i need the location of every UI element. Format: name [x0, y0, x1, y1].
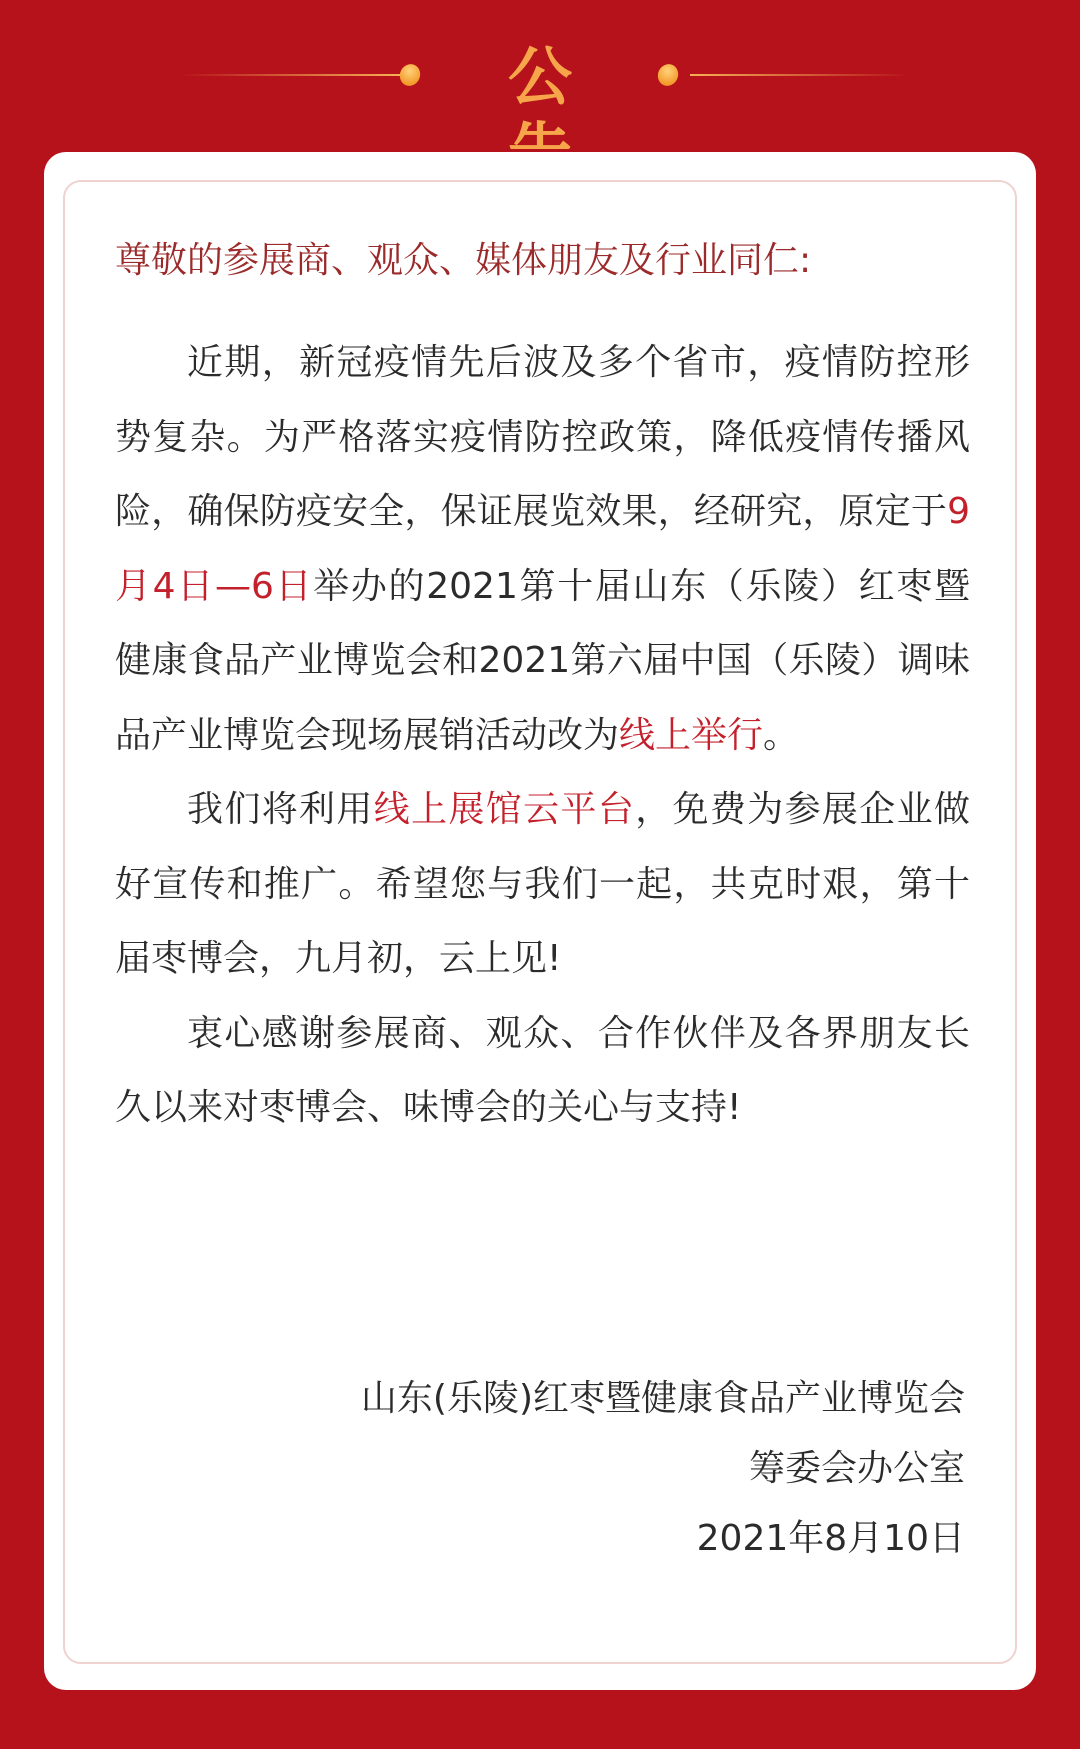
paragraph-2-text-a: 我们将利用: [187, 789, 374, 830]
signature-office: 筹委会办公室: [748, 1448, 965, 1489]
paragraph-1: [115, 326, 970, 773]
paragraph-1-text-b: 举办的2021第十届山东（乐陵）红枣暨健康食品产业博览会和2021第六届中国（乐陵）调味品产业博览会现场展销活动改为: [115, 565, 970, 756]
header-banner: [0, 0, 1080, 150]
signature-organization: 山东(乐陵)红枣暨健康食品产业博览会: [360, 1378, 965, 1419]
greeting: 尊敬的参展商、观众、媒体朋友及行业同仁:: [115, 240, 812, 281]
signature-block: [361, 1364, 965, 1574]
paragraph-2: [115, 773, 970, 997]
paragraph-1-text-c: 。: [763, 714, 800, 756]
decorative-dot-left-icon: [396, 61, 423, 89]
paragraph-3: 衷心感谢参展商、观众、合作伙伴及各界朋友长久以来对枣博会、味博会的关心与支持!: [115, 1012, 970, 1128]
page-title: 公: [508, 41, 602, 115]
cloud-platform-highlight: 线上展馆云平台: [373, 789, 636, 830]
signature-date: 2021年8月10日: [696, 1518, 965, 1559]
decorative-line-left: [180, 74, 400, 76]
event-date-highlight: 9月4日—6日: [115, 491, 970, 607]
paragraph-2-text-b: ，免费为参展企业做好宣传和推广。希望您与我们一起，共克时艰，第十届枣博会，九月初，云上见!: [115, 789, 970, 979]
paragraph-1-text-a: 近期，新冠疫情先后波及多个省市，疫情防控形势复杂。为严格落实疫情防控政策，降低疫情传播风险，确保防疫安全，保证展览效果，经研究，原定于: [115, 342, 970, 532]
decorative-dot-right-icon: [654, 61, 681, 89]
decorative-line-right: [690, 74, 910, 76]
notice-body: [115, 232, 970, 1146]
online-highlight: 线上举行: [619, 714, 764, 756]
